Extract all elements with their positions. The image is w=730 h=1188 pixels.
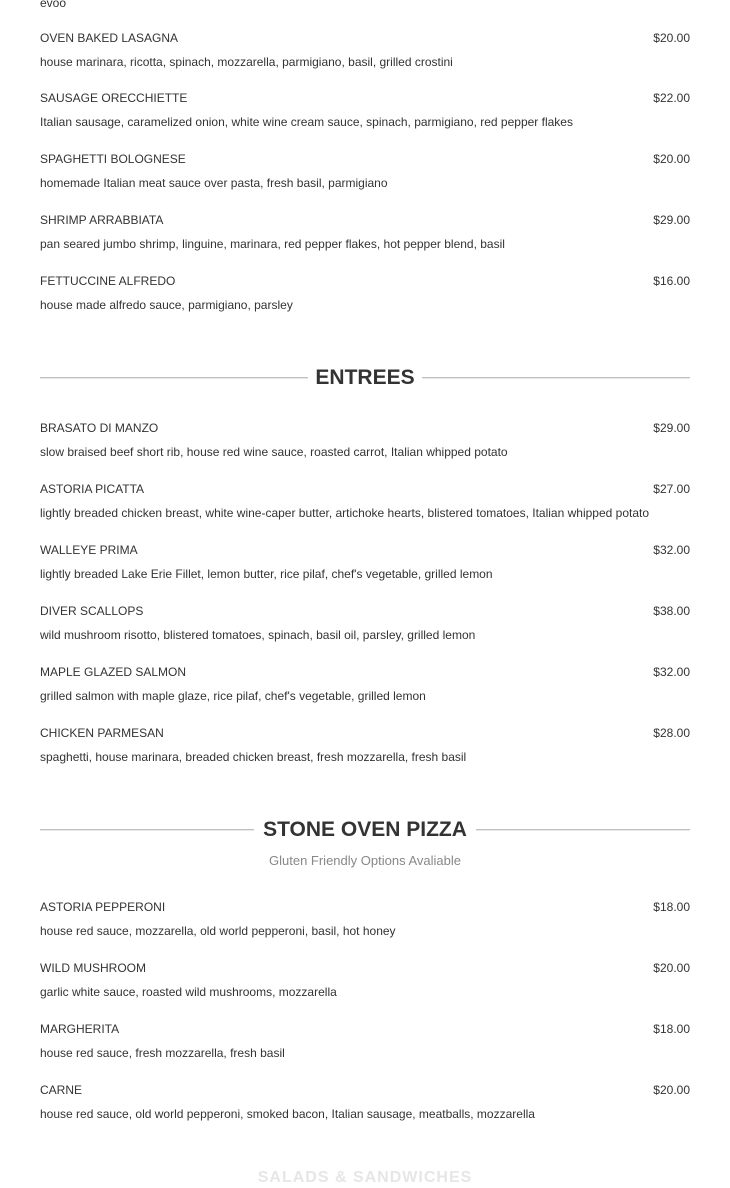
item-description: grilled salmon with maple glaze, rice pilaf, chef's vegetable, grilled lemon bbox=[40, 689, 426, 703]
item-price: $29.00 bbox=[653, 421, 690, 435]
item-name: SAUSAGE ORECCHIETTE bbox=[40, 91, 188, 105]
item-description: wild mushroom risotto, blistered tomatoes, spinach, basil oil, parsley, grilled lemon bbox=[40, 628, 476, 642]
item-price: $20.00 bbox=[653, 152, 690, 166]
item-price: $32.00 bbox=[653, 543, 690, 557]
next-section-title: SALADS & SANDWICHES bbox=[257, 1169, 473, 1186]
item-description: house red sauce, old world pepperoni, smoked bacon, Italian sausage, meatballs, mozzarella bbox=[40, 1107, 535, 1121]
item-name: WALLEYE PRIMA bbox=[40, 543, 138, 557]
item-description: house red sauce, mozzarella, old world pepperoni, basil, hot honey bbox=[40, 924, 396, 938]
item-price: $20.00 bbox=[653, 31, 690, 45]
item-description: Italian sausage, caramelized onion, white wine cream sauce, spinach, parmigiano, red pepper flakes bbox=[40, 115, 573, 129]
item-price: $22.00 bbox=[653, 91, 690, 105]
item-name: OVEN BAKED LASAGNA bbox=[40, 31, 179, 45]
item-name: CHICKEN PARMESAN bbox=[40, 726, 164, 740]
item-price: $18.00 bbox=[653, 900, 690, 914]
item-name: ASTORIA PICATTA bbox=[40, 482, 145, 496]
item-name: FETTUCCINE ALFREDO bbox=[40, 274, 176, 288]
item-name: SHRIMP ARRABBIATA bbox=[40, 213, 164, 227]
item-price: $28.00 bbox=[653, 726, 690, 740]
item-description: garlic white sauce, roasted wild mushrooms, mozzarella bbox=[40, 985, 337, 999]
item-price: $29.00 bbox=[653, 213, 690, 227]
section-header-entrees bbox=[40, 363, 690, 393]
item-name: CARNE bbox=[40, 1083, 83, 1097]
item-description: evoo bbox=[40, 0, 67, 10]
section-title: ENTREES bbox=[309, 366, 420, 389]
item-price: $18.00 bbox=[653, 1022, 690, 1036]
item-name: SPAGHETTI BOLOGNESE bbox=[40, 152, 186, 166]
item-description: lightly breaded chicken breast, white wine-caper butter, artichoke hearts, blistered tomatoes, Italian whipped potato bbox=[40, 506, 650, 520]
item-price: $38.00 bbox=[653, 604, 690, 618]
item-description: homemade Italian meat sauce over pasta, fresh basil, parmigiano bbox=[40, 176, 388, 190]
section-header-pizza bbox=[40, 815, 690, 845]
item-name: ASTORIA PEPPERONI bbox=[40, 900, 166, 914]
item-description: house made alfredo sauce, parmigiano, parsley bbox=[40, 298, 293, 312]
item-name: MAPLE GLAZED SALMON bbox=[40, 665, 187, 679]
item-price: $32.00 bbox=[653, 665, 690, 679]
item-name: WILD MUSHROOM bbox=[40, 961, 146, 975]
section-title: STONE OVEN PIZZA bbox=[257, 818, 473, 841]
item-name: MARGHERITA bbox=[40, 1022, 120, 1036]
item-name: BRASATO DI MANZO bbox=[40, 421, 159, 435]
item-price: $20.00 bbox=[653, 1083, 690, 1097]
section-subtitle: Gluten Friendly Options Avaliable bbox=[269, 853, 461, 868]
item-description: slow braised beef short rib, house red wine sauce, roasted carrot, Italian whipped potato bbox=[40, 445, 508, 459]
item-description: house marinara, ricotta, spinach, mozzarella, parmigiano, basil, grilled crostini bbox=[40, 55, 453, 69]
item-description: spaghetti, house marinara, breaded chicken breast, fresh mozzarella, fresh basil bbox=[40, 750, 467, 764]
item-price: $16.00 bbox=[653, 274, 690, 288]
item-price: $27.00 bbox=[653, 482, 690, 496]
item-price: $20.00 bbox=[653, 961, 690, 975]
item-description: house red sauce, fresh mozzarella, fresh basil bbox=[40, 1046, 285, 1060]
item-description: lightly breaded Lake Erie Fillet, lemon butter, rice pilaf, chef's vegetable, grilled lemon bbox=[40, 567, 493, 581]
item-description: pan seared jumbo shrimp, linguine, marinara, red pepper flakes, hot pepper blend, basil bbox=[40, 237, 505, 251]
item-name: DIVER SCALLOPS bbox=[40, 604, 144, 618]
